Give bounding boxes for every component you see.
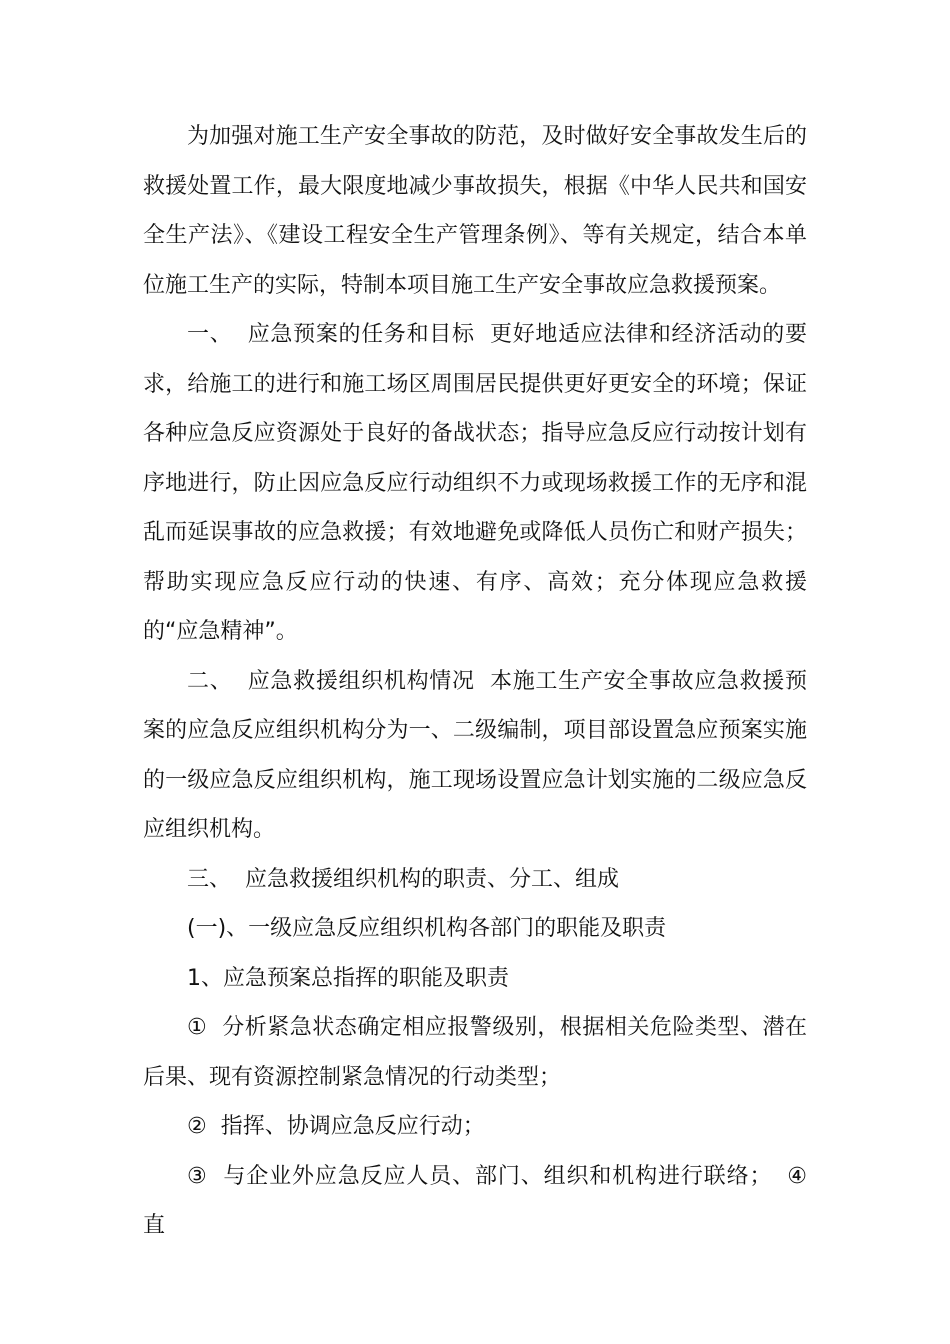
duty-item-1: ① 分析紧急状态确定相应报警级别，根据相关危险类型、潜在后果、现有资源控制紧急情况的行动类型； xyxy=(143,1015,807,1090)
document-body xyxy=(143,112,821,1251)
section-two-paragraph: 二、 应急救援组织机构情况 本施工生产安全事故应急救援预案的应急反应组织机构分为一、二级编制，项目部设置急应预案实施的一级应急反应组织机构，施工现场设置应急计划实施的二级应急反应组织机构。 xyxy=(143,668,807,842)
subsection-one-heading: (一)、一级应急反应组织机构各部门的职能及职责 xyxy=(187,916,667,941)
item-one-heading: 1、应急预案总指挥的职能及职责 xyxy=(187,965,509,991)
section-one-paragraph: 一、 应急预案的任务和目标 更好地适应法律和经济活动的要求，给施工的进行和施工场区周围居民提供更好更安全的环境；保证各种应急反应资源处于良好的备战状态；指导应急反应行动按计划有序地进行，防止因应急反应行动组织不力或现场救援工作的无序和混乱而延误事故的应急救援；有效地避免或降低人员伤亡和财产损失；帮助实现应急反应行动的快速、有序、高效；充分体现应急救援的“应急精神”。 xyxy=(143,322,807,644)
duty-item-3: ③ 与企业外应急反应人员、部门、组织和机构进行联络； ④ 直 xyxy=(143,1163,821,1238)
section-three-heading: 三、 应急救援组织机构的职责、分工、组成 xyxy=(187,866,619,892)
duty-item-2: ② 指挥、协调应急反应行动； xyxy=(187,1114,485,1139)
intro-paragraph: 为加强对施工生产安全事故的防范，及时做好安全事故发生后的救援处置工作，最大限度地减少事故损失，根据《中华人民共和国安全生产法》、《建设工程安全生产管理条例》、等有关规定，结合本单位施工生产的实际，特制本项目施工生产安全事故应急救援预案。 xyxy=(143,124,807,298)
